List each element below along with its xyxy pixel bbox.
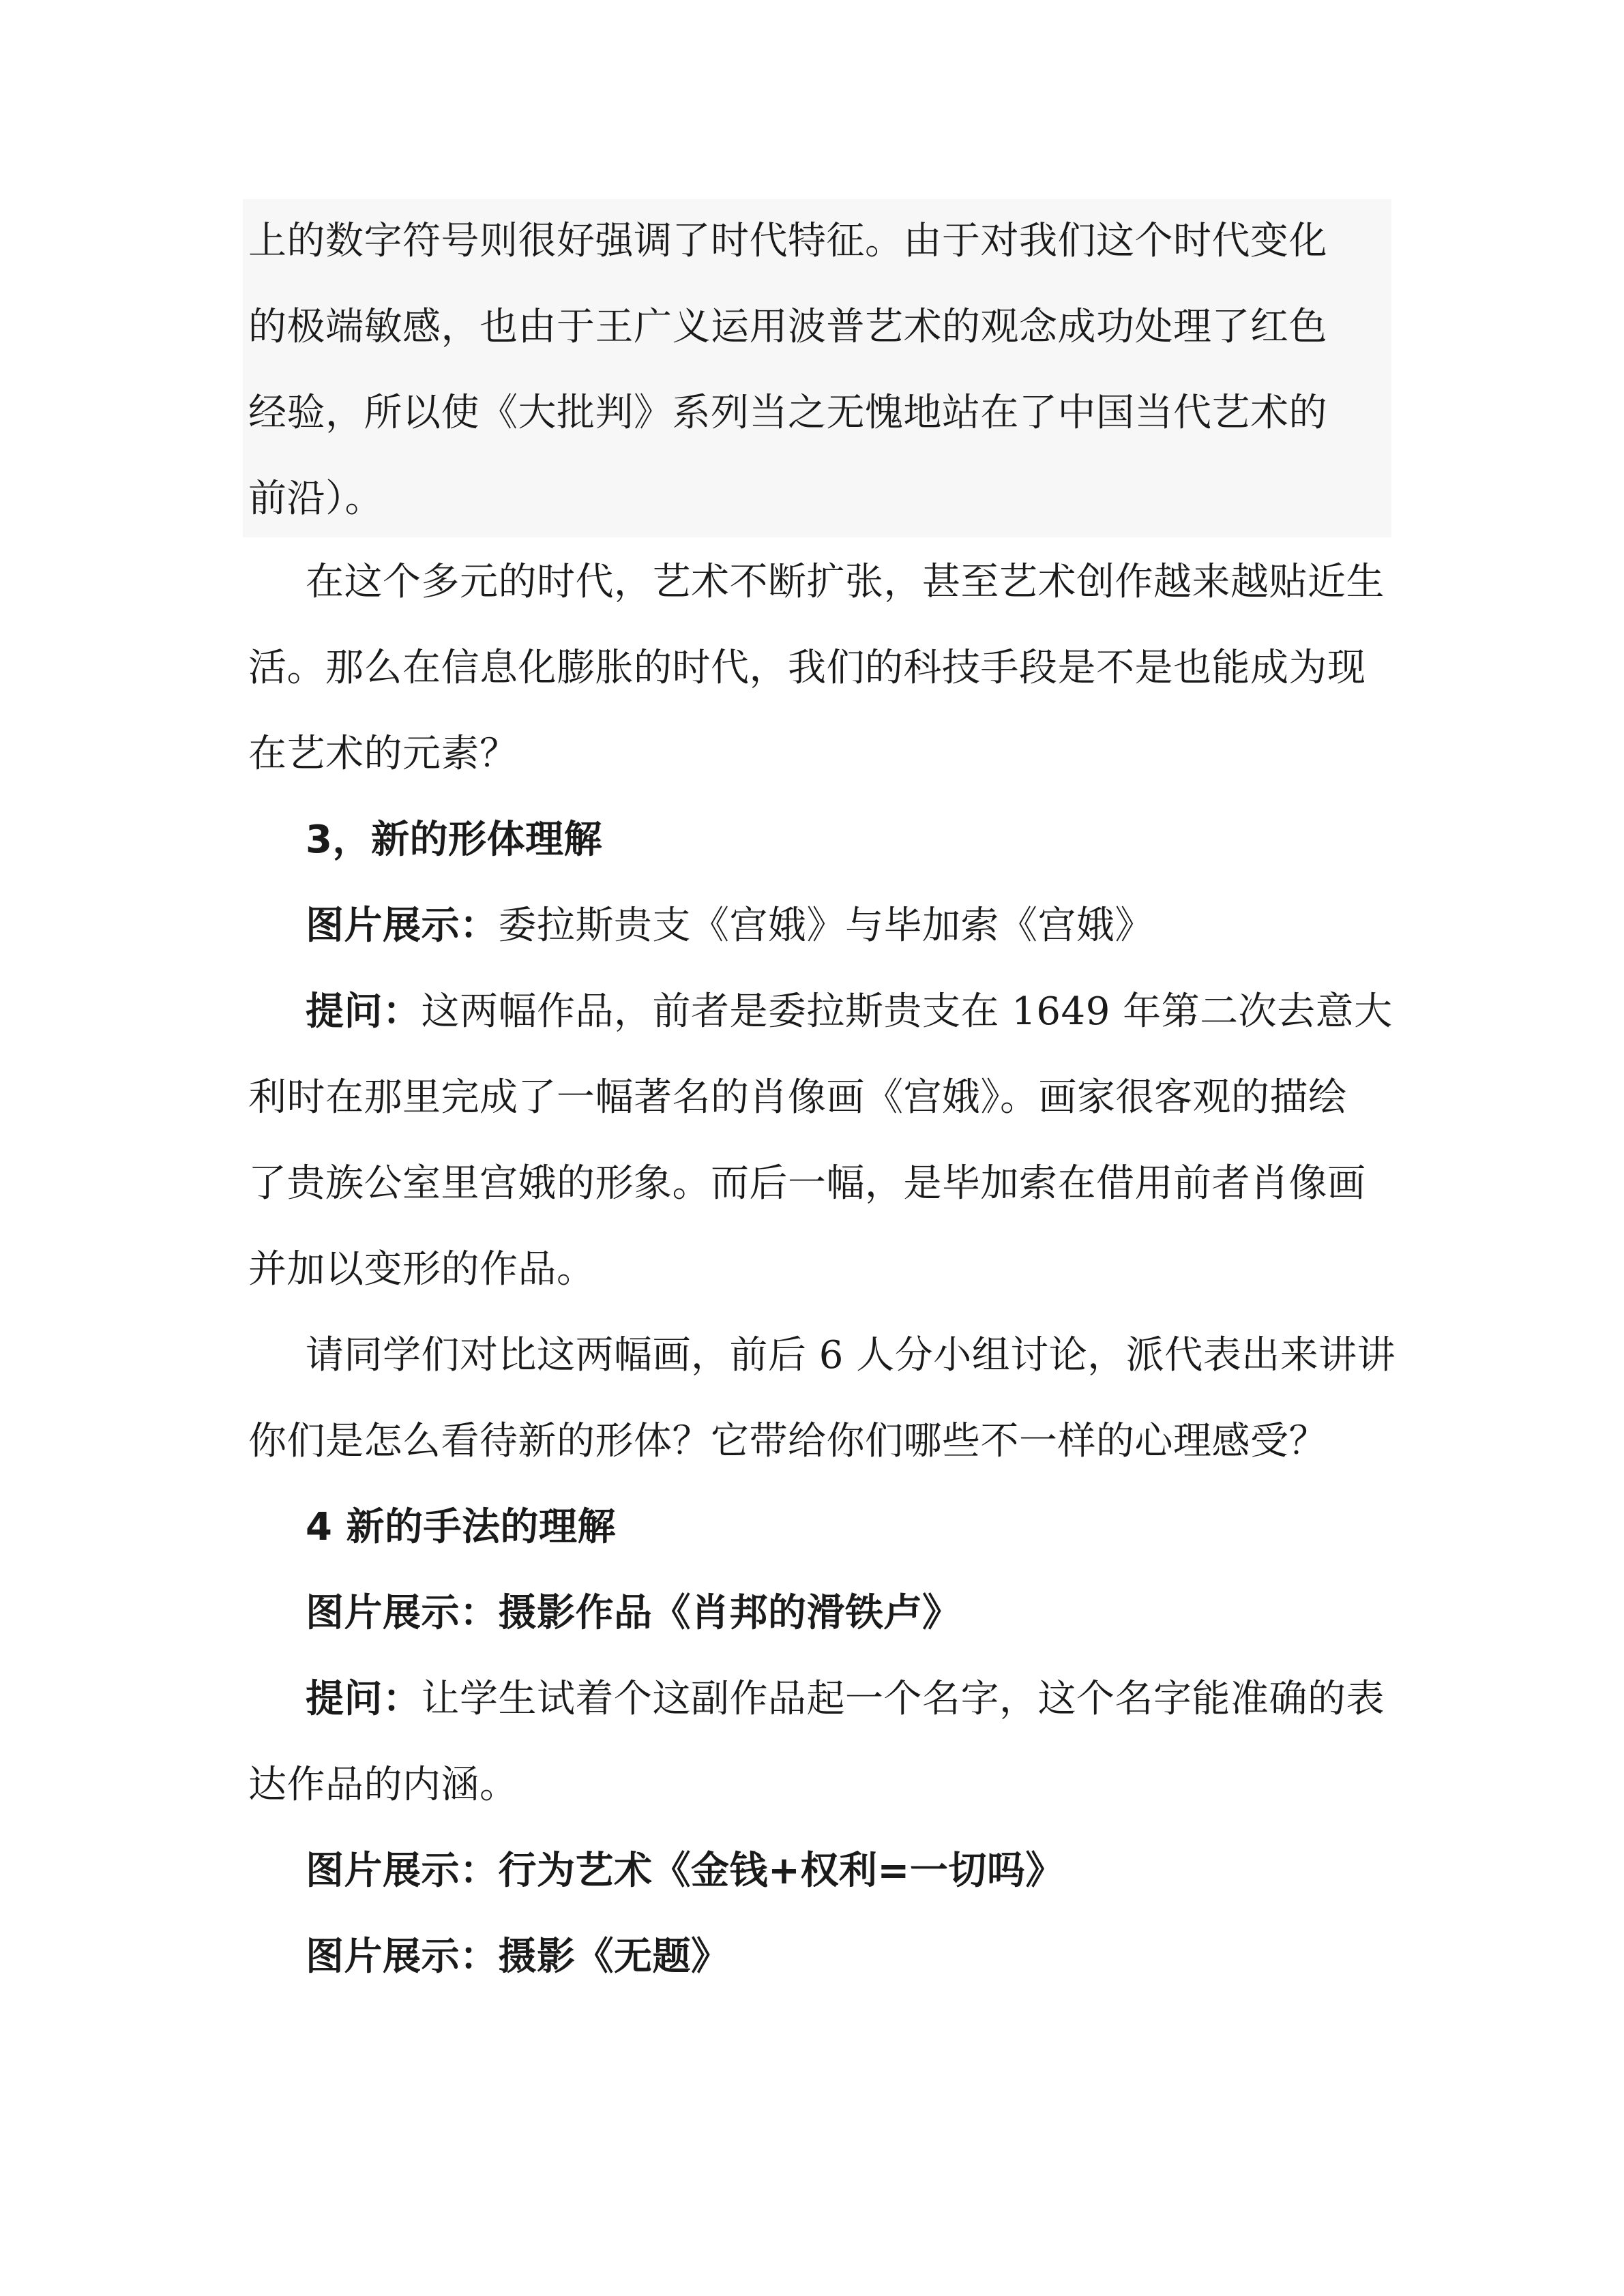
paragraph-line: 达作品的内涵。: [248, 1763, 518, 1807]
quote-line: 前沿）。: [248, 477, 383, 521]
image-show-text: 委拉斯贵支《宫娥》与毕加索《宫娥》: [498, 904, 1153, 948]
quote-line: 经验，所以使《大批判》系列当之无愧地站在了中国当代艺术的: [248, 391, 1327, 435]
question-line: [306, 983, 1451, 1041]
paragraph-line: 你们是怎么看待新的形体？它带给你们哪些不一样的心理感受？: [248, 1419, 1327, 1463]
paragraph-line: 在这个多元的时代，艺术不断扩张，甚至艺术创作越来越贴近生: [306, 560, 1385, 604]
question-line: [306, 1671, 1451, 1728]
paragraph-line: 请同学们对比这两幅画，前后 6 人分小组讨论，派代表出来讲讲: [306, 1333, 1396, 1377]
paragraph-line: 在艺术的元素？: [248, 732, 518, 776]
quote-line: 上的数字符号则很好强调了时代特征。由于对我们这个时代变化: [248, 219, 1327, 263]
question-text: 这两幅作品，前者是委拉斯贵支在 1649 年第二次去意大: [421, 989, 1393, 1034]
paragraph-line: 利时在那里完成了一幅著名的肖像画《宫娥》。画家很客观的描绘: [248, 1075, 1347, 1120]
quote-line: 的极端敏感，也由于王广义运用波普艺术的观念成功处理了红色: [248, 305, 1327, 349]
paragraph-line: 并加以变形的作品。: [248, 1247, 595, 1292]
question-label: 提问：: [306, 989, 422, 1034]
question-label: 提问：: [306, 1677, 422, 1721]
image-show-line: 图片展示：摄影作品《肖邦的滑铁卢》: [306, 1591, 961, 1635]
paragraph-line: 了贵族公室里宫娥的形象。而后一幅，是毕加索在借用前者肖像画: [248, 1161, 1366, 1206]
section-heading-3: 3，新的形体理解: [306, 818, 602, 862]
image-show-line: 图片展示：行为艺术《金钱+权利=一切吗》: [306, 1849, 1064, 1893]
image-show-line: 图片展示：摄影《无题》: [306, 1935, 730, 1979]
question-text: 让学生试着个这副作品起一个名字，这个名字能准确的表: [421, 1677, 1385, 1721]
image-show-line: [306, 897, 1451, 955]
paragraph-line: 活。那么在信息化膨胀的时代，我们的科技手段是不是也能成为现: [248, 646, 1366, 690]
image-show-label: 图片展示：: [306, 904, 499, 948]
section-heading-4: 4 新的手法的理解: [306, 1505, 616, 1549]
